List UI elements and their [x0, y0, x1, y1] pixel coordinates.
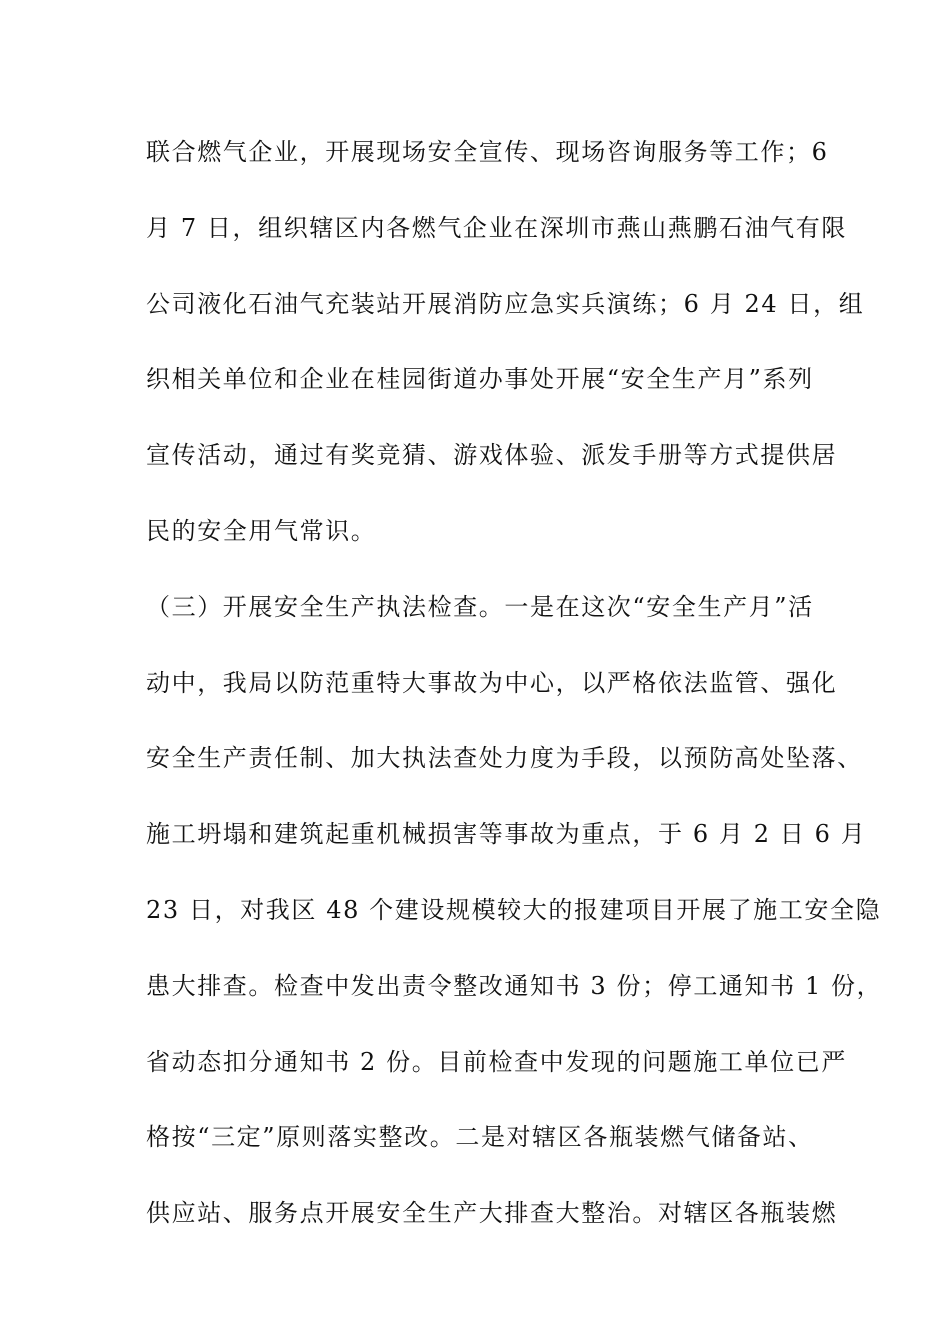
text-line: 动中，我局以防范重特大事故为中心，以严格依法监管、强化	[146, 668, 838, 697]
text-line: 施工坍塌和建筑起重机械损害等事故为重点，于 6 月 2 日 6 月	[146, 820, 867, 849]
body-text	[146, 132, 883, 1269]
text-line: 月 7 日，组织辖区内各燃气企业在深圳市燕山燕鹏石油气有限	[146, 213, 847, 242]
text-line: 安全生产责任制、加大执法查处力度为手段，以预防高处坠落、	[146, 744, 863, 773]
text-line: 织相关单位和企业在桂园街道办事处开展“安全生产月”系列	[146, 365, 814, 394]
text-line: 公司液化石油气充装站开展消防应急实兵演练；6 月 24 日，组	[146, 289, 865, 318]
text-line: 患大排查。检查中发出责令整改通知书 3 份；停工通知书 1 份，	[146, 971, 883, 1000]
text-line: 民的安全用气常识。	[146, 516, 377, 545]
text-line: 省动态扣分通知书 2 份。目前检查中发现的问题施工单位已严	[146, 1047, 847, 1076]
text-line: 供应站、服务点开展安全生产大排查大整治。对辖区各瓶装燃	[146, 1199, 838, 1228]
text-line: 宣传活动，通过有奖竞猜、游戏体验、派发手册等方式提供居	[146, 441, 838, 470]
text-line: 格按“三定”原则落实整改。二是对辖区各瓶装燃气储备站、	[146, 1123, 814, 1152]
text-line: 23 日，对我区 48 个建设规模较大的报建项目开展了施工安全隐	[146, 895, 882, 924]
text-line: （三）开展安全生产执法检查。一是在这次“安全生产月”活	[146, 592, 814, 621]
text-line: 联合燃气企业，开展现场安全宣传、现场咨询服务等工作；6	[146, 138, 829, 166]
